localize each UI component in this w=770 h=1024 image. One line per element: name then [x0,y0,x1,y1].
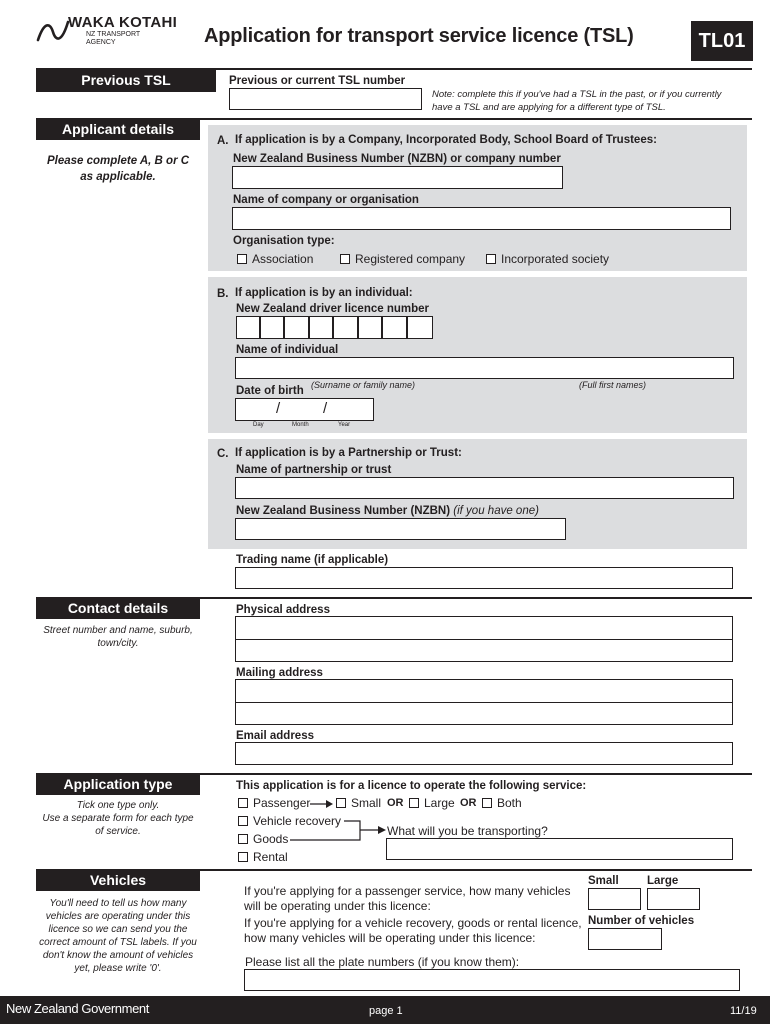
section-b-name-label: Name of individual [236,344,339,356]
previous-tsl-note-1: Note: complete this if you've had a TSL in the past, or if you currently [432,89,722,100]
dob-day-hint: Day [253,422,264,428]
arrow-right-icon [310,799,334,809]
vehicle-recovery-option[interactable]: Vehicle recovery [238,814,341,828]
application-type-rule [200,773,752,775]
applicant-instruction [36,153,200,185]
dob-sep-2: / [323,400,328,417]
other-vehicles-question-2: how many vehicles will be operating under this licence: [244,931,536,945]
large-checkbox[interactable] [409,798,419,808]
transporting-input[interactable] [386,838,733,860]
previous-tsl-heading: Previous TSL [36,68,216,92]
licence-number-boxes [236,316,433,339]
dob-sep-1: / [276,400,281,417]
section-c-nzbn-input[interactable] [235,518,566,540]
section-b-name-input[interactable] [235,357,734,379]
physical-address-label: Physical address [236,604,330,616]
vehicles-hint: You'll need to tell us how many vehicles are operating under this licence so we can send you the correct amount of TSL labels. If you don't know the amount of vehicles yet, please write '0'. [39,898,197,974]
page-number: page 1 [369,1005,403,1017]
vehicles-rule [200,869,752,871]
section-c-letter: C. [217,448,229,460]
goods-checkbox[interactable] [238,834,248,844]
trading-name-label: Trading name (if applicable) [236,554,389,566]
passenger-vehicles-question-1: If you're applying for a passenger service, how many vehicles [244,884,571,898]
small-option[interactable]: Small [336,796,381,810]
or-text-2: OR [460,797,477,809]
previous-tsl-label: Previous or current TSL number [229,75,406,87]
plates-label: Please list all the plate numbers (if you know them): [245,955,520,969]
org-type-incorporated-society[interactable]: Incorporated society [486,252,609,266]
previous-tsl-rule [216,68,752,70]
dob-label: Date of birth [236,385,304,397]
section-b-title: If application is by an individual: [235,287,413,299]
applicant-heading: Applicant details [36,118,200,140]
logo-main: WAKA KOTAHI [68,14,178,31]
passenger-option[interactable]: Passenger [238,796,310,810]
licence-digit-6[interactable] [358,316,382,339]
vehicles-heading: Vehicles [36,869,200,891]
section-c-name-input[interactable] [235,477,734,499]
mailing-address-divider [235,702,733,703]
applicant-rule [200,118,752,120]
application-type-title: This application is for a licence to operate the following service: [236,780,587,792]
org-type-association[interactable]: Association [237,252,313,266]
licence-digit-5[interactable] [333,316,358,339]
application-type-hint: Tick one type only. Use a separate form for each type of service. [42,800,194,837]
both-checkbox[interactable] [482,798,492,808]
applicant-instruction-1: Please complete A, B or C [46,155,190,167]
nz-government-logo: New Zealand Government [6,1001,149,1016]
form-code-badge: TL01 [691,21,753,61]
passenger-vehicles-question-2: will be operating under this licence: [244,899,431,913]
contact-rule [200,597,752,599]
licence-digit-2[interactable] [260,316,284,339]
email-label: Email address [236,730,314,742]
licence-digit-7[interactable] [382,316,407,339]
transporting-question: What will you be transporting? [387,824,548,838]
org-type-registered-company[interactable]: Registered company [340,252,465,266]
other-vehicles-question-1: If you're applying for a vehicle recovery, goods or rental licence, [244,916,582,930]
bracket-arrow-icon [290,818,390,844]
dob-month-hint: Month [292,422,309,428]
plates-input[interactable] [244,969,740,991]
dob-year-hint: Year [338,422,351,428]
waka-kotahi-logo-icon [36,16,70,46]
small-checkbox[interactable] [336,798,346,808]
previous-tsl-input[interactable] [229,88,422,110]
contact-hint: Street number and name, suburb, town/city. [43,625,193,649]
vehicle-recovery-checkbox[interactable] [238,816,248,826]
previous-tsl-note-2: have a TSL and are applying for a different type of TSL. [432,102,666,113]
section-a-name-input[interactable] [232,207,731,230]
licence-digit-8[interactable] [407,316,433,339]
surname-hint: (Surname or family name) [311,380,416,390]
large-count-label: Large [647,875,679,887]
physical-address-divider [235,639,733,640]
trading-name-input[interactable] [235,567,733,589]
small-count-label: Small [588,875,619,887]
section-a-nzbn-input[interactable] [232,166,563,189]
section-a-letter: A. [217,135,229,147]
section-c-name-label: Name of partnership or trust [236,464,392,476]
first-names-hint: (Full first names) [579,380,647,390]
passenger-checkbox[interactable] [238,798,248,808]
number-of-vehicles-label: Number of vehicles [588,915,695,927]
number-of-vehicles-input[interactable] [588,928,662,950]
or-text-1: OR [387,797,404,809]
section-a-title: If application is by a Company, Incorporated Body, School Board of Trustees: [235,134,657,146]
form-version: 11/19 [730,1005,757,1017]
section-a-name-label: Name of company or organisation [233,194,419,206]
goods-option[interactable]: Goods [238,832,288,846]
section-a-org-type-label: Organisation type: [233,235,335,247]
licence-digit-4[interactable] [309,316,333,339]
small-vehicles-input[interactable] [588,888,641,910]
applicant-instruction-2: as applicable. [80,171,156,183]
section-c-title: If application is by a Partnership or Trust: [235,447,462,459]
section-c-nzbn-label: New Zealand Business Number (NZBN) (if you have one) [236,505,539,517]
logo-sub-1: NZ TRANSPORT [86,31,141,38]
large-option[interactable]: Large [409,796,455,810]
section-b-licence-label: New Zealand driver licence number [236,303,430,315]
mailing-address-label: Mailing address [236,667,323,679]
rental-checkbox[interactable] [238,852,248,862]
application-type-heading: Application type [36,773,200,795]
email-input[interactable] [235,742,733,765]
licence-digit-3[interactable] [284,316,309,339]
dob-input[interactable] [235,398,374,421]
section-b-letter: B. [217,288,229,300]
logo-sub-2: AGENCY [86,39,116,46]
both-option[interactable]: Both [482,796,522,810]
registered-company-checkbox[interactable] [340,254,350,264]
rental-option[interactable]: Rental [238,850,288,864]
page-title: Application for transport service licence (TSL) [204,25,634,47]
section-a-nzbn-label: New Zealand Business Number (NZBN) or company number [233,153,561,165]
contact-heading: Contact details [36,597,200,619]
logo [36,14,186,50]
association-checkbox[interactable] [237,254,247,264]
incorporated-society-checkbox[interactable] [486,254,496,264]
licence-digit-1[interactable] [236,316,260,339]
large-vehicles-input[interactable] [647,888,700,910]
